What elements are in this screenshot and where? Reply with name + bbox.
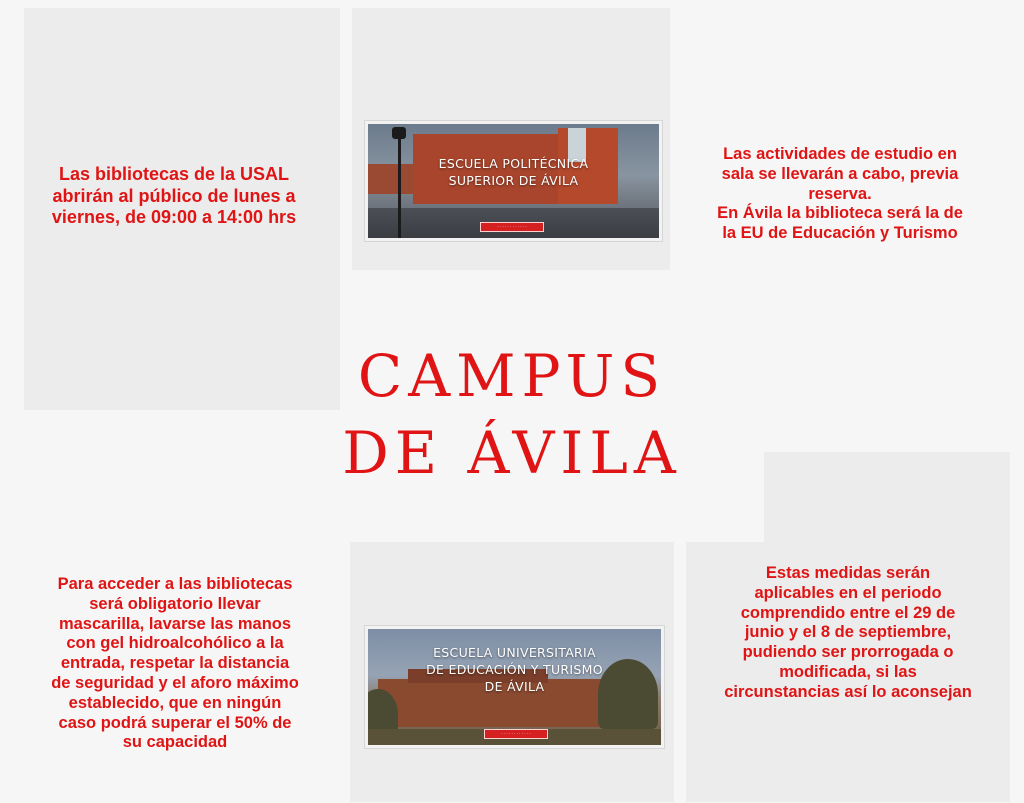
text-line: comprendido entre el 29 de	[740, 603, 956, 622]
access-text	[24, 575, 326, 753]
measures-text	[700, 564, 996, 703]
text-line: abrirán al público de lunes a	[52, 185, 296, 206]
text-line: viernes, de 09:00 a 14:00 hrs	[51, 207, 297, 228]
text-line: circunstancias así lo aconsejan	[724, 682, 972, 701]
text-line: Estas medidas serán	[765, 564, 931, 582]
text-line: la EU de Educación y Turismo	[722, 224, 958, 243]
escuela-politecnica-photo	[365, 121, 662, 241]
photo-title-line: DE ÁVILA	[484, 678, 545, 694]
title-line: CAMPUS	[357, 342, 667, 410]
text-line: con gel hidroalcohólico a la	[66, 634, 284, 653]
text-line: sala se llevarán a cabo, previa	[721, 164, 959, 183]
text-line: entrada, respetar la distancia	[60, 654, 290, 673]
photo-title-line: DE EDUCACIÓN Y TURISMO	[426, 661, 603, 677]
text-line: de seguridad y el aforo máximo	[51, 673, 299, 692]
photo-title-line: SUPERIOR DE ÁVILA	[448, 172, 579, 188]
lamp-head	[392, 127, 406, 139]
text-line: En Ávila la biblioteca será la de	[717, 204, 963, 223]
text-line: Las actividades de estudio en	[723, 145, 957, 163]
text-line: su capacidad	[122, 733, 228, 752]
title-line: DE ÁVILA	[342, 418, 682, 487]
text-line: caso podrá superar el 50% de	[58, 713, 292, 732]
activities-text	[700, 145, 980, 244]
text-line: será obligatorio llevar	[89, 594, 261, 613]
photo-title	[368, 645, 661, 696]
text-line: modificada, si las	[779, 662, 917, 681]
hours-text	[24, 164, 324, 229]
photo-link-button[interactable]: · · · · · · · · · · · ·	[480, 222, 544, 232]
text-line: Las bibliotecas de la USAL	[58, 164, 290, 184]
text-line: reserva.	[808, 184, 872, 203]
text-line: junio y el 8 de septiembre,	[744, 623, 952, 642]
text-line: establecido, que en ningún	[68, 693, 282, 712]
escuela-universitaria-photo	[365, 626, 664, 748]
photo-title-line: ESCUELA POLITÉCNICA	[438, 156, 589, 171]
text-line: Para acceder a las bibliotecas	[57, 575, 293, 593]
photo-title	[368, 156, 659, 190]
text-line: aplicables en el periodo	[754, 583, 942, 602]
page-title	[260, 338, 764, 491]
text-line: pudiendo ser prorrogada o	[742, 643, 954, 662]
text-line: mascarilla, lavarse las manos	[58, 614, 292, 633]
photo-title-line: ESCUELA UNIVERSITARIA	[433, 645, 596, 660]
photo-link-button[interactable]: · · · · · · · · · · · ·	[484, 729, 548, 739]
